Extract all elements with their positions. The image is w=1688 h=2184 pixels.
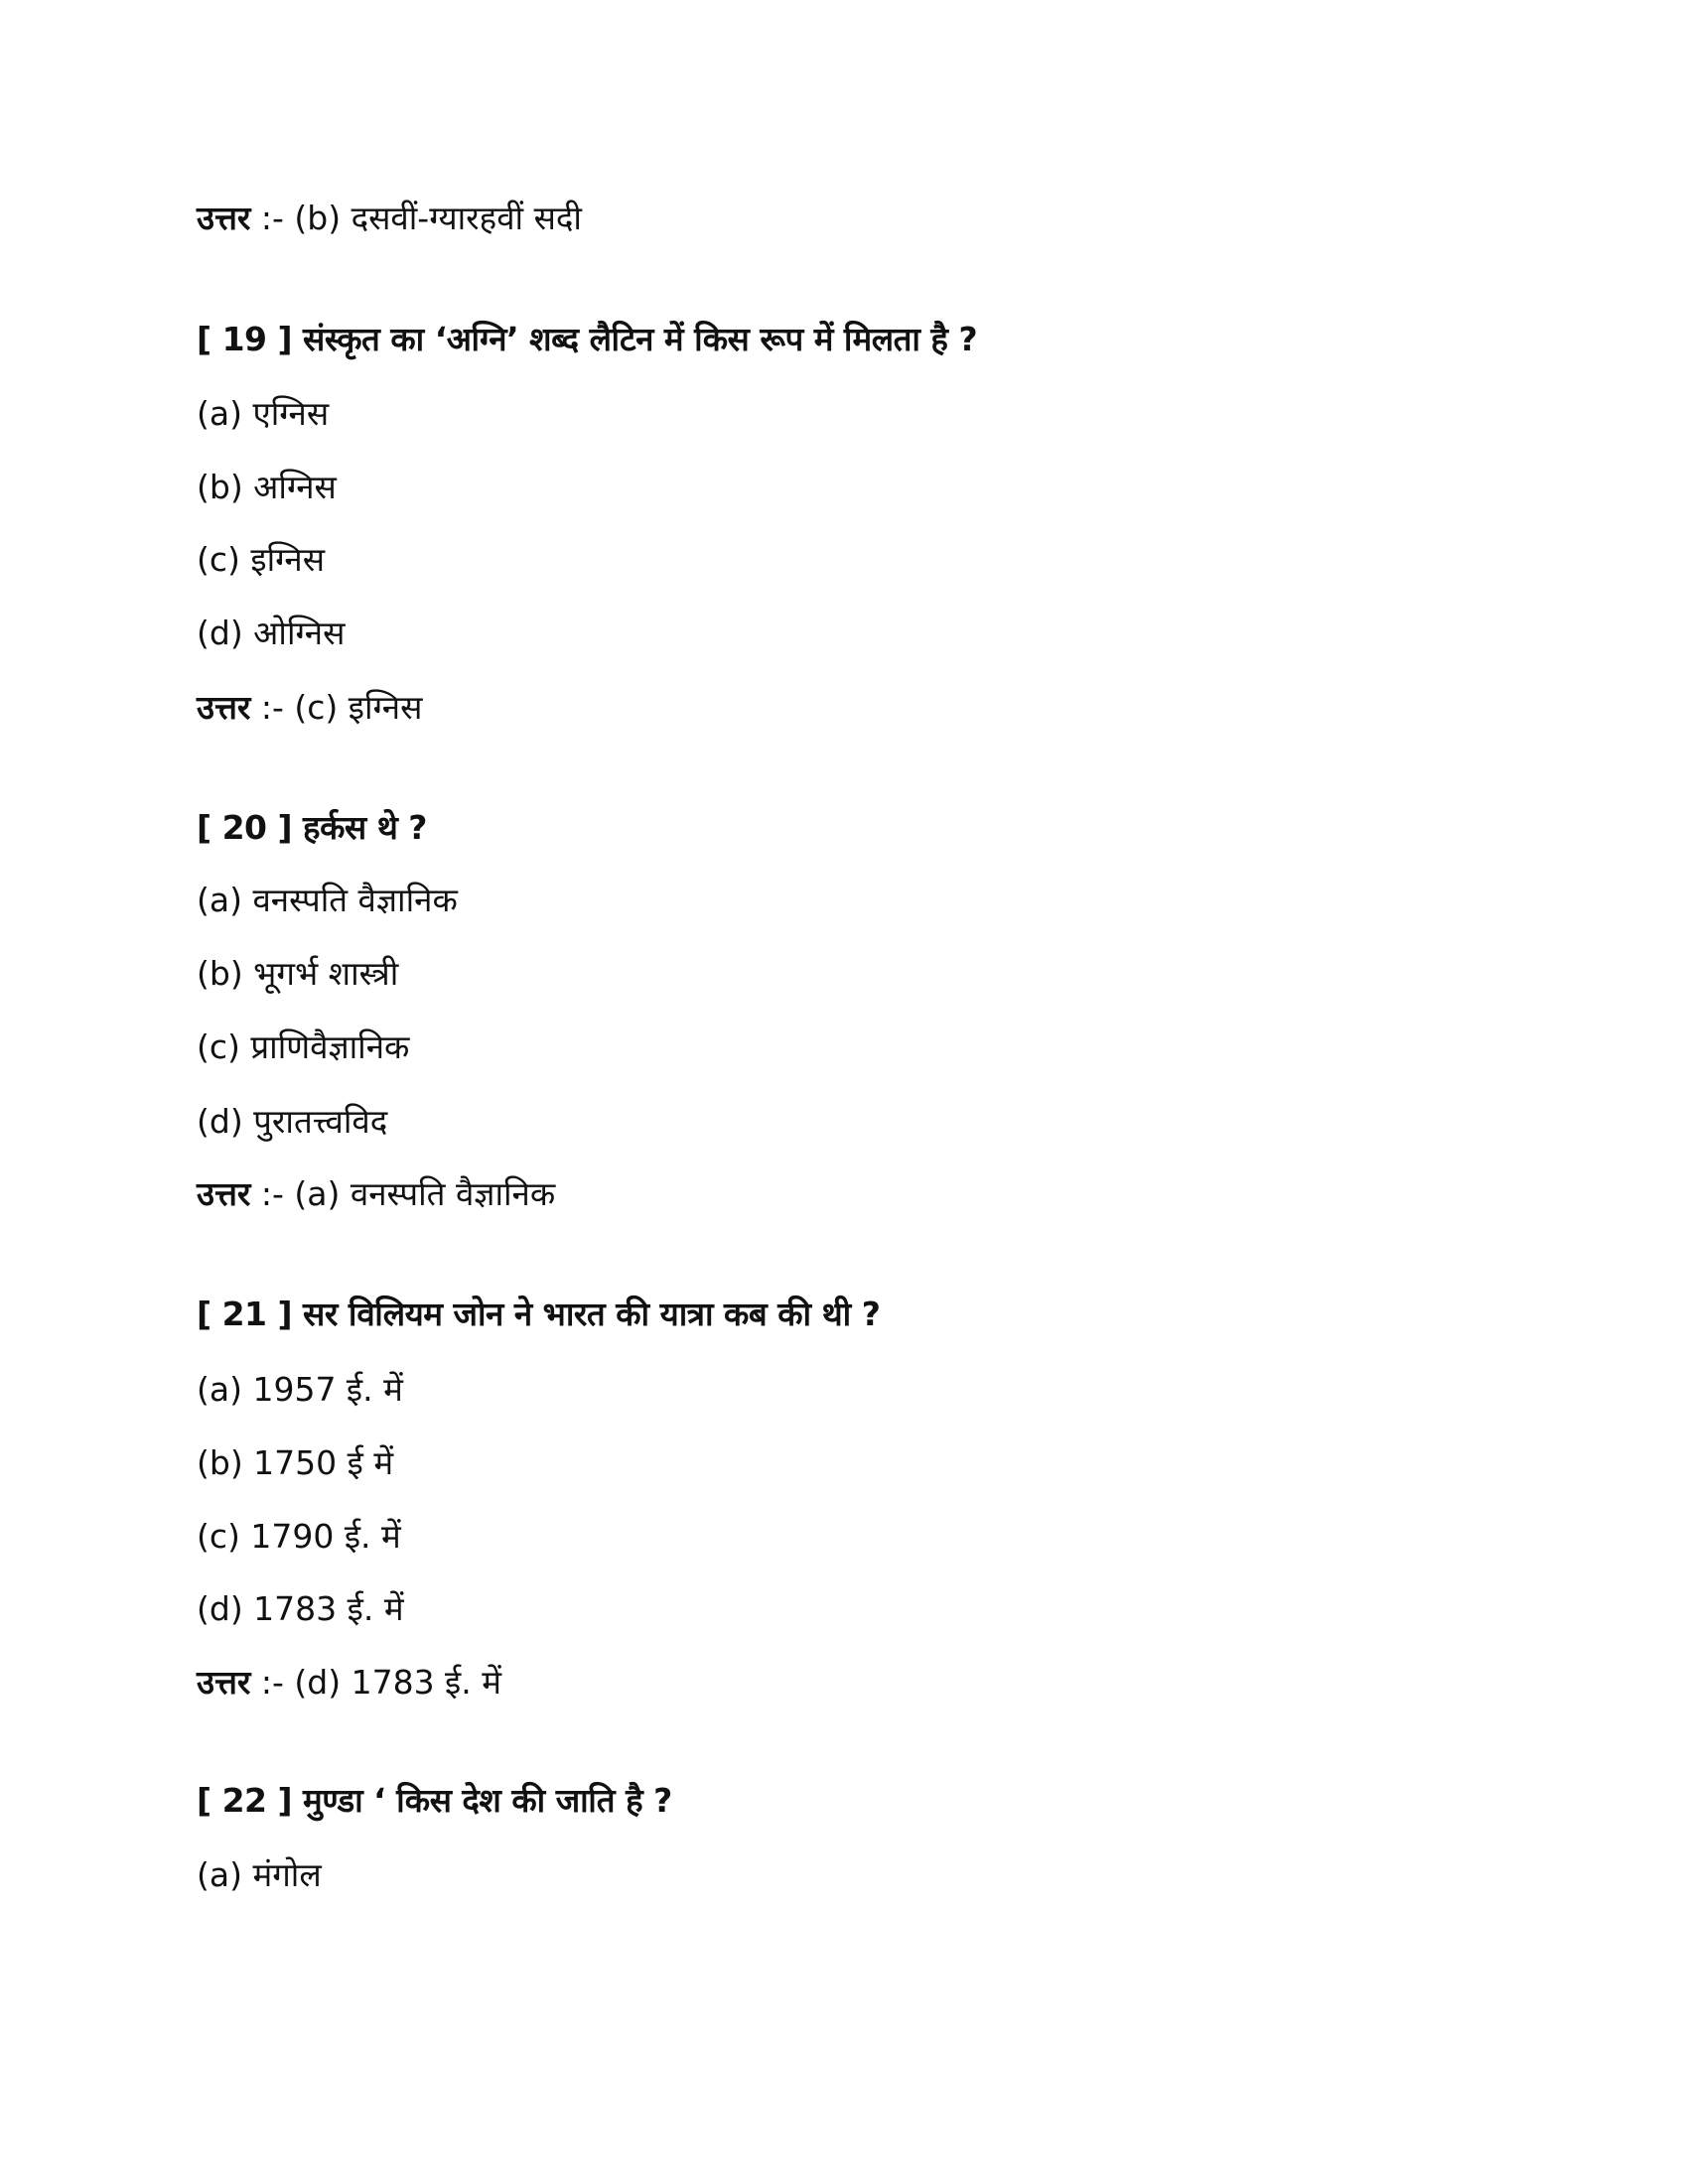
- q20-option-b: (b) भूगर्भ शास्त्री: [197, 954, 399, 993]
- q21-option-a: (a) 1957 ई. में: [197, 1370, 403, 1409]
- q22-option-a: (a) मंगोल: [197, 1855, 322, 1894]
- answer-text: :- (a) वनस्पति वैज्ञानिक: [250, 1174, 556, 1213]
- q19-option-d: (d) ओग्निस: [197, 614, 346, 652]
- q21-option-d: (d) 1783 ई. में: [197, 1589, 404, 1628]
- q21-option-c: (c) 1790 ई. में: [197, 1517, 401, 1556]
- answer-text: :- (c) इग्निस: [250, 688, 423, 727]
- answer-label: उत्तर: [197, 1663, 251, 1702]
- answer-label: उत्तर: [197, 199, 251, 237]
- question-21: [ 21 ] सर विलियम जोन ने भारत की यात्रा कब की थी ?: [197, 1295, 881, 1333]
- answer-text: :- (d) 1783 ई. में: [250, 1663, 501, 1702]
- q20-answer: [197, 1174, 556, 1213]
- q21-option-b: (b) 1750 ई में: [197, 1443, 394, 1482]
- q21-answer: [197, 1663, 501, 1702]
- question-20: [ 20 ] हर्कस थे ?: [197, 808, 427, 847]
- answer-text: :- (b) दसवीं-ग्यारहवीं सदी: [250, 199, 582, 237]
- q19-option-b: (b) अग्निस: [197, 468, 337, 506]
- q19-answer: [197, 688, 423, 727]
- question-22: [ 22 ] मुण्डा ‘ किस देश की जाति है ?: [197, 1781, 672, 1820]
- q19-option-a: (a) एग्निस: [197, 394, 330, 433]
- q19-option-c: (c) इग्निस: [197, 540, 326, 579]
- q20-option-d: (d) पुरातत्त्वविद: [197, 1102, 388, 1141]
- answer-label: उत्तर: [197, 1174, 251, 1213]
- answer-label: उत्तर: [197, 688, 251, 727]
- q20-option-a: (a) वनस्पति वैज्ञानिक: [197, 881, 458, 919]
- q20-option-c: (c) प्राणिवैज्ञानिक: [197, 1027, 410, 1066]
- previous-answer: [197, 199, 582, 237]
- question-19: [ 19 ] संस्कृत का ‘अग्नि’ शब्द लैटिन में किस रूप में मिलता है ?: [197, 320, 978, 358]
